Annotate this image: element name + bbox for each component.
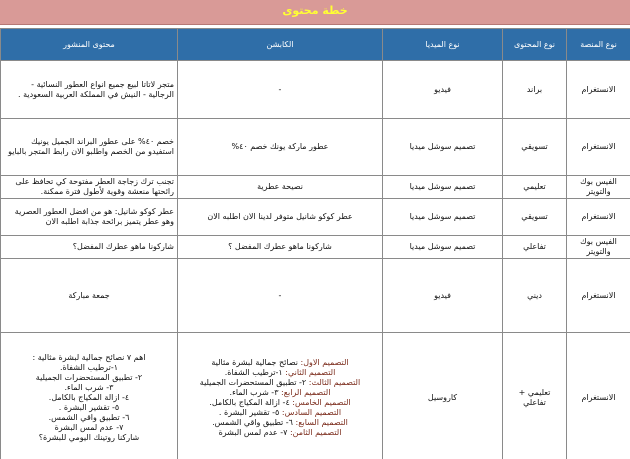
caption-line: التصميم السابع: ٦- تطبيق واقي الشمس.: [212, 417, 348, 427]
cell-media-type: تصميم سوشل ميديا: [383, 119, 503, 176]
table-row: [1, 236, 630, 259]
cell-platform: الانستغرام: [567, 259, 630, 333]
cell-media-type: كاروسيل: [383, 333, 503, 459]
cell-media-type: فيديو: [383, 259, 503, 333]
caption-line: التصميم الرابع: ٣- شرب الماء.: [229, 387, 331, 397]
cell-platform: الفيس بوك والتويتر: [567, 236, 630, 259]
cell-platform: الانستغرام: [567, 61, 630, 119]
post-line: ٥- تقشير البشرة .: [58, 402, 120, 412]
cell-platform: الانستغرام: [567, 333, 630, 459]
caption-line: التصميم الاول: نصائح جمالية لبشرة مثالية: [211, 357, 349, 367]
cell-platform: الانستغرام: [567, 199, 630, 236]
cell-post-content: شاركونا ماهو عطرك المفضل؟: [1, 236, 178, 259]
cell-media-type: تصميم سوشل ميديا: [383, 199, 503, 236]
content-plan-table: [0, 28, 630, 459]
caption-line: التصميم الثاني: ١-ترطيب الشفاة.: [224, 367, 336, 377]
post-line: ٧- عدم لمس البشرة: [54, 422, 124, 432]
cell-media-type: فيديو: [383, 61, 503, 119]
table-row: [1, 259, 630, 333]
caption-line: التصميم الثامن: ٧- عدم لمس البشرة: [218, 427, 342, 437]
header-platform: نوع المنصة: [567, 29, 630, 61]
cell-content-type: براند: [503, 61, 567, 119]
table-header-row: [1, 29, 630, 61]
header-content-type: نوع المحتوى: [503, 29, 567, 61]
cell-content-type: تسويقي: [503, 199, 567, 236]
cell-caption: عطر كوكو شانيل متوفر لدينا الان اطلبه الان: [178, 199, 383, 236]
cell-content-type: تفاعلي: [503, 236, 567, 259]
cell-content-type: ديني: [503, 259, 567, 333]
post-line: شاركنا روتينك اليومي للبشرة؟: [38, 432, 140, 442]
cell-platform: الفيس بوك والتويتر: [567, 176, 630, 199]
table-row: [1, 176, 630, 199]
header-caption: الكابشن: [178, 29, 383, 61]
cell-caption: [178, 333, 383, 459]
post-line: ٢- تطبيق المستحضرات الجميلية: [35, 372, 143, 382]
table-row: [1, 333, 630, 459]
cell-post-content: جمعة مباركة: [1, 259, 178, 333]
cell-caption: شاركونا ماهو عطرك المفضل ؟: [178, 236, 383, 259]
cell-post-content: متجر لاتاتا لبيع جميع انواع العطور النسائية - الرجالية - النيش في المملكة العربية السعودية .: [1, 61, 178, 119]
cell-content-type: تسويقي: [503, 119, 567, 176]
caption-line: التصميم الخامس: ٤- ازالة المكياج بالكامل.: [209, 397, 351, 407]
post-line: ٦- تطبيق واقي الشمس.: [48, 412, 130, 422]
cell-caption: عطور ماركة يونك خصم ٤٠%: [178, 119, 383, 176]
post-line: ٣- شرب الماء.: [64, 382, 114, 392]
table-row: [1, 199, 630, 236]
header-media-type: نوع الميديا: [383, 29, 503, 61]
cell-media-type: تصميم سوشل ميديا: [383, 236, 503, 259]
post-line: ٤- ازالة المكياج بالكامل.: [48, 392, 130, 402]
sheet-title: خطة محتوى: [0, 0, 630, 25]
post-line: ١-ترطيب الشفاة.: [59, 362, 119, 372]
table-row: [1, 119, 630, 176]
cell-content-type: تعليمي + تفاعلي: [503, 333, 567, 459]
cell-caption: -: [178, 61, 383, 119]
cell-post-content: خصم ٤٠% على عطور البراند الجميل يونيك استفيدو من الخصم واطلبو الان رابط المتجر بالبايو: [1, 119, 178, 176]
cell-platform: الانستغرام: [567, 119, 630, 176]
header-post-content: محتوى المنشور: [1, 29, 178, 61]
cell-post-content: عطر كوكو شانيل: هو من افضل العطور العصرية وهو عطر يتميز برائحة جذابة اطلبه الان: [1, 199, 178, 236]
table-row: [1, 61, 630, 119]
cell-caption: -: [178, 259, 383, 333]
cell-media-type: تصميم سوشل ميديا: [383, 176, 503, 199]
cell-content-type: تعليمي: [503, 176, 567, 199]
cell-post-content: تجنب ترك زجاجة العطر مفتوحة كي تحافظ على رائحتها منعشة وقوية لأطول فترة ممكنة.: [1, 176, 178, 199]
cell-post-content: [1, 333, 178, 459]
caption-line: التصميم السادس: ٥- تقشير البشرة .: [218, 407, 342, 417]
post-line: اهم ٧ نصائح جمالية لبشرة مثالية :: [32, 352, 146, 362]
caption-line: التصميم الثالث: ٢- تطبيق المستحضرات الجميلية: [199, 377, 361, 387]
cell-caption: نصيحة عطرية: [178, 176, 383, 199]
